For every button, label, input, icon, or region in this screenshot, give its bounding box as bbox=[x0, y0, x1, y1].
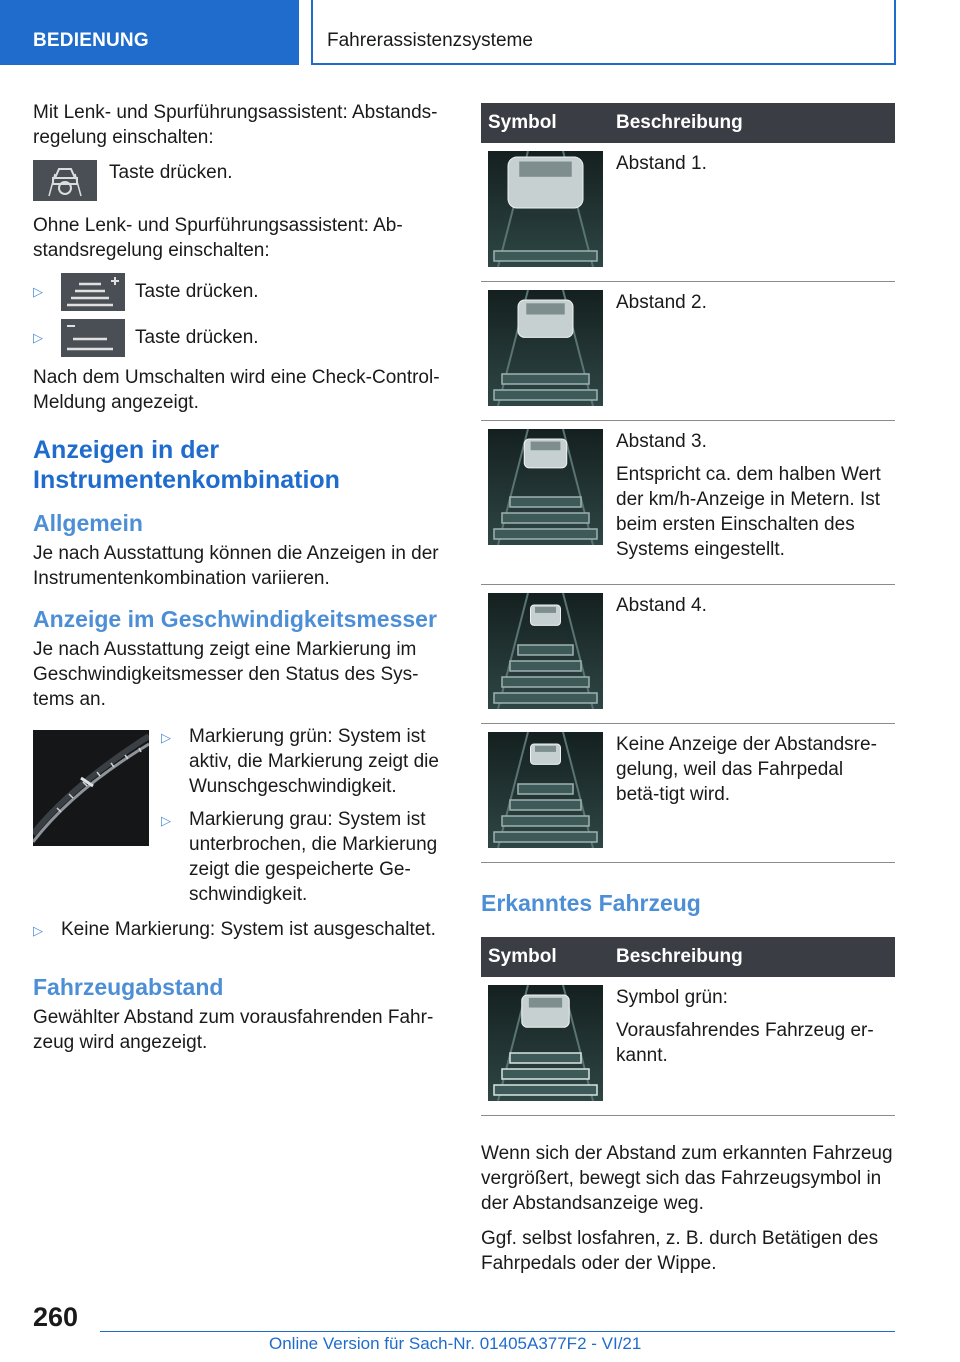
list-item bbox=[161, 724, 447, 799]
assist-button-text: Taste drücken. bbox=[109, 162, 233, 183]
description-text: Abstand 2. bbox=[616, 292, 707, 313]
footer-divider bbox=[100, 1331, 895, 1332]
page-number: 260 bbox=[33, 1302, 79, 1332]
description-text: Keine Anzeige der Abstandsre-gelung, weil das Fahrpedal betä-tigt wird. bbox=[616, 734, 877, 805]
symbol-cell bbox=[481, 421, 609, 585]
description-cell bbox=[609, 421, 895, 585]
description-text: Symbol grün: bbox=[616, 987, 728, 1008]
distance-display-graphic bbox=[488, 985, 603, 1101]
description-cell bbox=[609, 724, 895, 863]
distance-display-graphic bbox=[488, 732, 603, 848]
heading-speedometer: Anzeige im Geschwindigkeitsmesser bbox=[33, 606, 437, 632]
distance-display-graphic bbox=[488, 593, 603, 709]
paragraph-check-control: Nach dem Umschalten wird eine Check-Control-Meldung angezeigt. bbox=[33, 367, 440, 413]
list-item bbox=[33, 319, 447, 357]
list-item-text: Taste drücken. bbox=[135, 281, 259, 302]
heading-general: Allgemein bbox=[33, 510, 143, 536]
steering-assist-button-icon bbox=[33, 160, 97, 201]
chapter-title: Fahrerassistenzsysteme bbox=[311, 0, 896, 65]
symbol-cell bbox=[481, 143, 609, 282]
table-row bbox=[481, 585, 895, 724]
description-cell bbox=[609, 585, 895, 724]
distance-plus-icon bbox=[61, 273, 125, 311]
heading-detected-vehicle: Erkanntes Fahrzeug bbox=[481, 890, 701, 916]
description-text: Vorausfahrendes Fahrzeug er-kannt. bbox=[616, 1020, 874, 1066]
distance-symbol-image bbox=[488, 290, 603, 406]
description-text: Entspricht ca. dem halben Wert der km/h-Anzeige in Metern. Ist beim ersten Einschalten des Systems eingestellt. bbox=[616, 464, 881, 560]
symbol-cell bbox=[481, 282, 609, 421]
list-item-text: Taste drücken. bbox=[135, 327, 259, 348]
column-header-description: Beschreibung bbox=[609, 937, 895, 977]
list-item-text: Markierung grau: System ist unterbrochen, die Markierung zeigt die gespeicherte Ge-schwindigkeit. bbox=[189, 809, 438, 905]
table-header-row bbox=[481, 937, 895, 977]
distance-display-graphic bbox=[488, 429, 603, 545]
table-row bbox=[481, 421, 895, 585]
column-header-description: Beschreibung bbox=[609, 103, 895, 143]
list-item-text: Keine Markierung: System ist ausgeschaltet. bbox=[61, 919, 436, 940]
column-header-symbol: Symbol bbox=[481, 103, 609, 143]
distance-symbol-image bbox=[488, 429, 603, 545]
paragraph-general: Je nach Ausstattung können die Anzeigen in der Instrumentenkombination variieren. bbox=[33, 543, 439, 589]
description-cell bbox=[609, 977, 895, 1116]
right-column bbox=[481, 103, 895, 1286]
speedometer-section bbox=[33, 724, 447, 915]
paragraph-with-assist: Mit Lenk- und Spurführungsassistent: Abstands-regelung einschalten: bbox=[33, 102, 438, 148]
footer-version-text: Online Version für Sach-Nr. 01405A377F2 - VI/21 bbox=[269, 1334, 642, 1353]
assist-button-row bbox=[33, 160, 447, 201]
distance-symbol-image bbox=[488, 151, 603, 267]
distance-symbol-image bbox=[488, 593, 603, 709]
heading-instrument-cluster: Anzeigen in der Instrumentenkombination bbox=[33, 436, 340, 494]
distance-display-graphic bbox=[488, 151, 603, 267]
list-item bbox=[33, 273, 447, 311]
paragraph-without-assist: Ohne Lenk- und Spurführungsassistent: Ab-standsregelung einschalten: bbox=[33, 215, 403, 261]
table-row bbox=[481, 143, 895, 282]
distance-display-graphic bbox=[488, 290, 603, 406]
list-item bbox=[161, 807, 447, 907]
paragraph-vehicle-distance: Gewählter Abstand zum vorausfahrenden Fahr-zeug wird angezeigt. bbox=[33, 1007, 434, 1053]
paragraph-distance-increase: Wenn sich der Abstand zum erkannten Fahrzeug vergrößert, bewegt sich das Fahrzeugsymbol in der Abstandsanzeige weg. bbox=[481, 1143, 893, 1214]
triangle-bullet-icon: ▷ bbox=[33, 284, 43, 299]
list-item-text: Markierung grün: System ist aktiv, die Markierung zeigt die Wunschgeschwindigkeit. bbox=[189, 726, 439, 797]
distance-symbol-image bbox=[488, 732, 603, 848]
triangle-bullet-icon: ▷ bbox=[161, 813, 171, 828]
detected-vehicle-table bbox=[481, 937, 895, 1116]
table-row bbox=[481, 282, 895, 421]
table-header-row bbox=[481, 103, 895, 143]
triangle-bullet-icon: ▷ bbox=[33, 923, 43, 938]
description-text: Abstand 3. bbox=[616, 431, 707, 452]
description-cell bbox=[609, 143, 895, 282]
speedometer-image bbox=[33, 730, 149, 846]
table-row bbox=[481, 977, 895, 1116]
triangle-bullet-icon: ▷ bbox=[33, 330, 43, 345]
description-text: Abstand 4. bbox=[616, 595, 707, 616]
description-cell bbox=[609, 282, 895, 421]
description-text: Abstand 1. bbox=[616, 153, 707, 174]
table-row bbox=[481, 724, 895, 863]
symbol-cell bbox=[481, 585, 609, 724]
list-item bbox=[33, 917, 447, 943]
distance-minus-icon bbox=[61, 319, 125, 357]
symbol-cell bbox=[481, 724, 609, 863]
paragraph-speedometer: Je nach Ausstattung zeigt eine Markierung im Geschwindigkeitsmesser den Status des Sys-tems an. bbox=[33, 639, 419, 710]
column-header-symbol: Symbol bbox=[481, 937, 609, 977]
distance-symbol-image bbox=[488, 985, 603, 1101]
speedometer-list bbox=[161, 724, 447, 915]
heading-vehicle-distance: Fahrzeugabstand bbox=[33, 974, 224, 1000]
symbol-cell bbox=[481, 977, 609, 1116]
triangle-bullet-icon: ▷ bbox=[161, 730, 171, 745]
left-column bbox=[33, 100, 447, 1065]
distance-symbol-table bbox=[481, 103, 895, 863]
paragraph-drive-off: Ggf. selbst losfahren, z. B. durch Betätigen des Fahrpedals oder der Wippe. bbox=[481, 1228, 879, 1274]
section-tab: BEDIENUNG bbox=[0, 0, 299, 65]
